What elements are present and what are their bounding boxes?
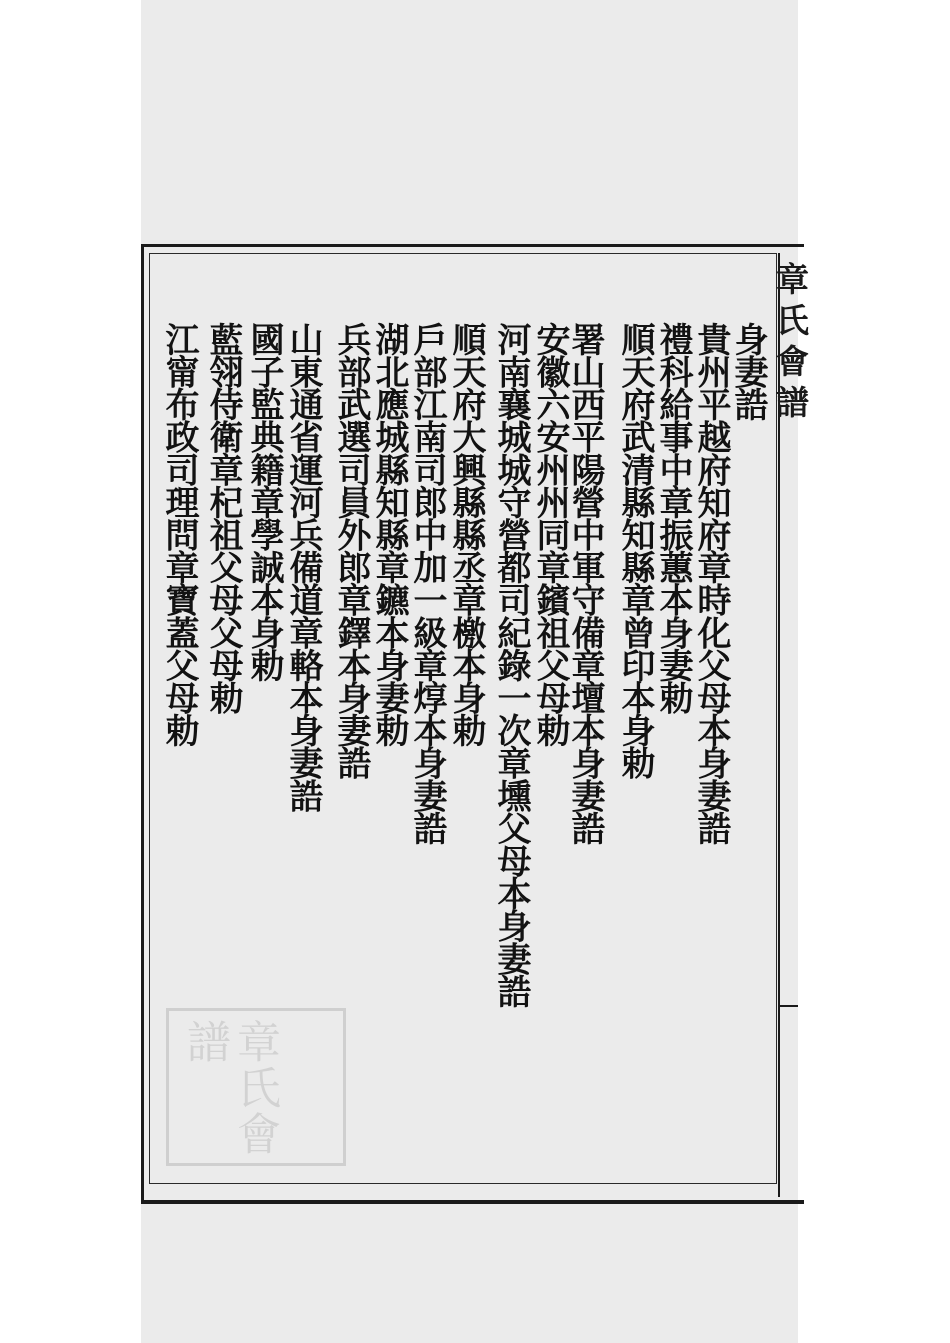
text-column-5: 署山西平陽營中軍守備章壇本身妻誥 [565,322,605,844]
text-column-9: 戶部江南司郎中加一級章焞本身妻誥 [407,322,447,844]
text-column-4: 順天府武清縣知縣章曾印本身勅 [615,322,655,779]
margin-title: 章氏會譜 [771,262,810,426]
text-column-14: 藍翎侍衛章杞祖父母父母勅 [203,322,243,714]
text-column-11: 兵部武選司員外郎章鐸本身妻誥 [331,322,371,779]
seal-lettering: 章氏會譜 [179,1019,280,1157]
text-column-7: 河南襄城城守營都司紀錄一次章壎父母本身妻誥 [491,322,531,1007]
text-column-10: 湖北應城縣知縣章鑣本身妻勅 [369,322,409,746]
text-column-13: 國子監典籍章學誠本身勅 [244,322,284,681]
text-column-2: 貴州平越府知府章時化父母本身妻誥 [691,322,731,844]
text-column-15: 江甯布政司理問章寶蓋父母勅 [159,322,199,746]
text-column-6: 安徽六安州州同章鑌祖父母勅 [530,322,570,746]
text-column-12: 山東通省運河兵備道章輅本身妻誥 [283,322,323,812]
margin-fishtail [778,1005,798,1007]
seal-stamp [166,1008,346,1166]
text-column-8: 順天府大興縣縣丞章檄本身勅 [446,322,486,746]
text-column-3: 禮科給事中章振蕙本身妻勅 [653,322,693,714]
text-column-1: 身妻誥 [728,322,768,420]
